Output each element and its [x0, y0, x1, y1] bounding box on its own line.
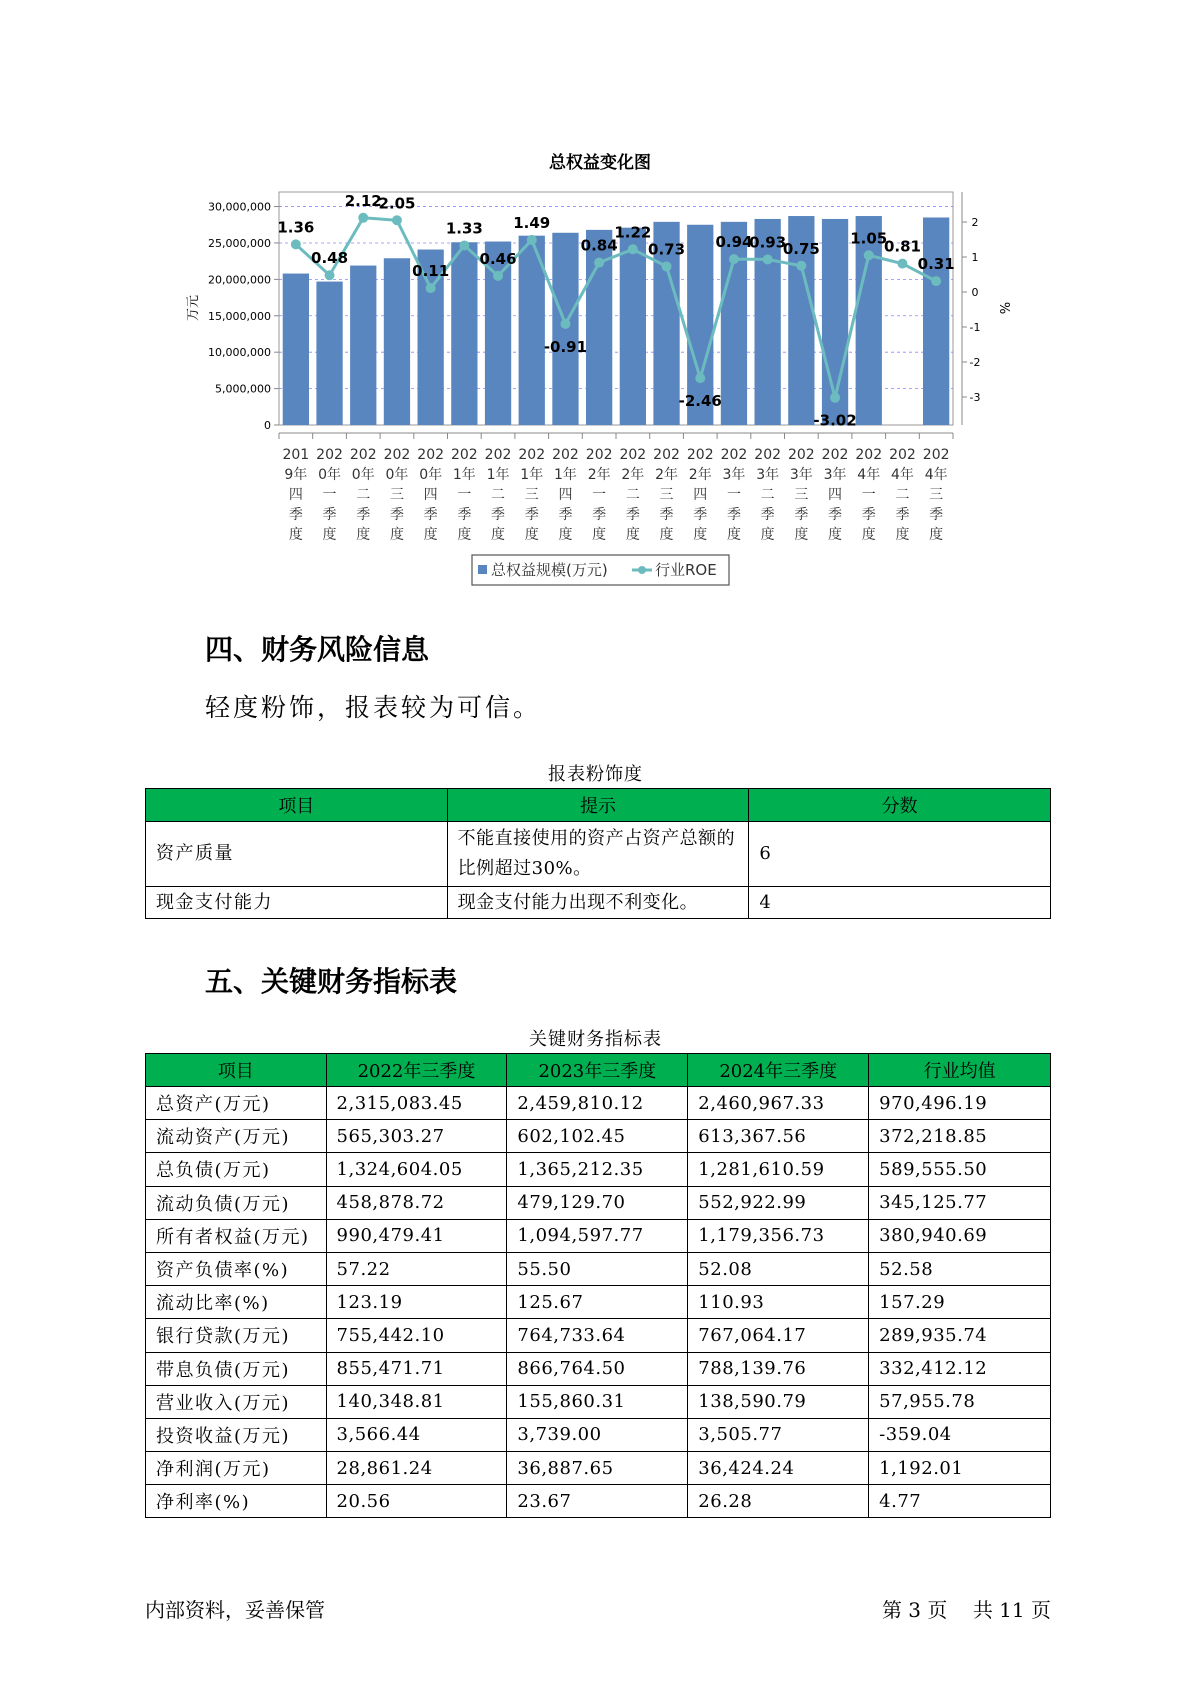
roe-point	[426, 283, 436, 293]
chart-title: 总权益变化图	[549, 153, 651, 173]
x-tick-label: 201 9年四季度	[282, 447, 310, 543]
risk-header-score: 分数	[749, 789, 1051, 822]
roe-point	[291, 239, 301, 249]
legend-bar-swatch	[478, 565, 487, 574]
roe-point	[594, 258, 604, 268]
roe-point	[358, 213, 368, 223]
roe-point	[325, 270, 335, 280]
roe-point	[695, 373, 705, 383]
roe-data-label: 0.84	[580, 236, 618, 255]
y-tick-label: 15,000,000	[208, 309, 271, 323]
x-tick-label: 202 3年四季度	[821, 447, 849, 543]
footer-page-number: 第 3 页 共 11 页	[881, 1598, 1051, 1622]
indicators-table-row	[146, 1219, 1051, 1252]
x-tick-label: 202 1年四季度	[552, 447, 579, 543]
risk-table-cell: 现金支付能力	[146, 887, 448, 919]
indicators-table-cell: 866,764.50	[507, 1352, 688, 1385]
indicators-table-cell: 755,442.10	[326, 1319, 507, 1352]
roe-point	[628, 244, 638, 254]
indicators-table-cell: 总负债(万元)	[146, 1153, 327, 1186]
indicators-table-cell: 净利率(%)	[146, 1485, 327, 1518]
indicators-table-cell: 767,064.17	[688, 1319, 869, 1352]
indicators-table-cell: 36,424.24	[688, 1452, 869, 1485]
risk-table-row	[146, 822, 1051, 887]
indicators-table-header-row	[146, 1054, 1051, 1087]
bar-equity	[552, 233, 578, 425]
bar-equity	[620, 228, 646, 425]
x-tick-label: 202 1年一季度	[450, 447, 478, 543]
indicators-table-cell: 138,590.79	[688, 1385, 869, 1418]
y-tick-label: 5,000,000	[215, 382, 271, 396]
indicators-table-cell: 157.29	[869, 1286, 1051, 1319]
indicators-table-cell: 流动比率(%)	[146, 1286, 327, 1319]
roe-data-label: 0.46	[479, 249, 517, 268]
roe-point	[796, 261, 806, 271]
indicators-table-cell: 20.56	[326, 1485, 507, 1518]
indicators-table-cell: 57,955.78	[869, 1385, 1051, 1418]
indicators-table-row	[146, 1385, 1051, 1418]
indicators-table-cell: 3,566.44	[326, 1418, 507, 1451]
risk-header-hint: 提示	[447, 789, 749, 822]
indicators-table-cell: 52.08	[688, 1252, 869, 1285]
indicators-table-cell: 140,348.81	[326, 1385, 507, 1418]
indicators-section-heading: 五、关键财务指标表	[205, 965, 458, 998]
x-tick-label: 202 3年一季度	[720, 447, 748, 543]
indicators-table-cell: 投资收益(万元)	[146, 1418, 327, 1451]
indicators-table-cell: 125.67	[507, 1286, 688, 1319]
indicators-header-2024q3: 2024年三季度	[688, 1054, 869, 1087]
indicators-table-cell: 28,861.24	[326, 1452, 507, 1485]
indicators-table-row	[146, 1153, 1051, 1186]
indicators-table-cell: 1,324,604.05	[326, 1153, 507, 1186]
roe-data-label: -0.91	[543, 337, 588, 356]
legend-bar-label: 总权益规模(万元)	[491, 561, 608, 579]
risk-section-heading: 四、财务风险信息	[205, 633, 430, 666]
indicators-table-cell: 所有者权益(万元)	[146, 1219, 327, 1252]
roe-data-label: 0.94	[715, 233, 753, 252]
indicators-table-row	[146, 1418, 1051, 1451]
indicators-table-cell: 613,367.56	[688, 1120, 869, 1153]
indicators-header-item: 项目	[146, 1054, 327, 1087]
indicators-table-cell: 银行贷款(万元)	[146, 1319, 327, 1352]
roe-point	[493, 271, 503, 281]
risk-table-header-row	[146, 789, 1051, 822]
equity-change-chart	[0, 0, 1191, 600]
roe-data-label: 0.93	[749, 233, 787, 252]
risk-table-cell: 不能直接使用的资产占资产总额的比例超过30%。	[447, 822, 749, 887]
indicators-table-cell: 2,459,810.12	[507, 1087, 688, 1120]
bar-equity	[923, 217, 949, 425]
risk-table-row	[146, 887, 1051, 919]
footer-confidential: 内部资料，妥善保管	[145, 1598, 325, 1622]
indicators-table-cell: 332,412.12	[869, 1352, 1051, 1385]
legend-line-label: 行业ROE	[655, 561, 717, 579]
roe-data-label: 0.73	[648, 240, 686, 259]
indicators-header-2023q3: 2023年三季度	[507, 1054, 688, 1087]
risk-table-cell: 资产质量	[146, 822, 448, 887]
roe-point	[527, 235, 537, 245]
bar-equity	[451, 242, 477, 425]
roe-point	[864, 250, 874, 260]
risk-table	[145, 788, 1051, 919]
indicators-table-cell: 2,315,083.45	[326, 1087, 507, 1120]
indicators-table-cell: 345,125.77	[869, 1186, 1051, 1219]
y2-tick-label: 1	[971, 251, 979, 264]
indicators-table-cell: 380,940.69	[869, 1219, 1051, 1252]
indicators-table-cell: 52.58	[869, 1252, 1051, 1285]
roe-data-label: 2.12	[344, 191, 382, 210]
bar-equity	[721, 222, 747, 425]
indicators-table-cell: 565,303.27	[326, 1120, 507, 1153]
indicators-table-cell: 净利润(万元)	[146, 1452, 327, 1485]
indicators-table-cell: 流动负债(万元)	[146, 1186, 327, 1219]
y-tick-label: 25,000,000	[208, 236, 271, 250]
roe-data-label: 0.11	[412, 262, 450, 281]
indicators-table-cell: 990,479.41	[326, 1219, 507, 1252]
indicators-table-cell: 57.22	[326, 1252, 507, 1285]
risk-table-cell: 现金支付能力出现不利变化。	[447, 887, 749, 919]
indicators-table-cell: 26.28	[688, 1485, 869, 1518]
indicators-table-cell: 372,218.85	[869, 1120, 1051, 1153]
indicators-table-row	[146, 1120, 1051, 1153]
risk-header-item: 项目	[146, 789, 448, 822]
x-tick-label: 202 2年一季度	[585, 447, 613, 543]
indicators-table-cell: 602,102.45	[507, 1120, 688, 1153]
indicators-table-cell: 764,733.64	[507, 1319, 688, 1352]
legend-line-marker	[638, 566, 646, 574]
indicators-table-row	[146, 1452, 1051, 1485]
x-tick-label: 202 4年二季度	[889, 447, 916, 543]
indicators-table-row	[146, 1286, 1051, 1319]
roe-point	[560, 319, 570, 329]
roe-data-label: 1.49	[513, 213, 551, 232]
y2-tick-label: -3	[969, 391, 981, 404]
risk-table-cell: 4	[749, 887, 1051, 919]
x-tick-label: 202 0年一季度	[316, 447, 343, 543]
indicators-table-cell: 1,281,610.59	[688, 1153, 869, 1186]
y2-tick-label: 0	[971, 286, 979, 299]
roe-data-label: 1.05	[850, 229, 888, 248]
roe-point	[392, 215, 402, 225]
roe-data-label: 0.48	[311, 249, 349, 268]
indicators-table-cell: 1,179,356.73	[688, 1219, 869, 1252]
y-tick-label: 0	[264, 419, 271, 432]
roe-data-label: 0.75	[782, 239, 820, 258]
roe-point	[662, 261, 672, 271]
x-tick-label: 202 4年三季度	[922, 447, 950, 543]
indicators-table-cell: 流动资产(万元)	[146, 1120, 327, 1153]
x-tick-label: 202 2年二季度	[619, 447, 647, 543]
indicators-header-2022q3: 2022年三季度	[326, 1054, 507, 1087]
indicators-table-cell: 123.19	[326, 1286, 507, 1319]
roe-data-label: 2.05	[378, 194, 416, 213]
indicators-table	[145, 1053, 1051, 1518]
indicators-table-caption: 关键财务指标表	[529, 1029, 662, 1050]
indicators-table-cell: 855,471.71	[326, 1352, 507, 1385]
indicators-table-cell: 3,505.77	[688, 1418, 869, 1451]
y-tick-label: 30,000,000	[208, 200, 271, 214]
indicators-table-cell: 带息负债(万元)	[146, 1352, 327, 1385]
roe-data-label: 1.22	[614, 223, 652, 242]
indicators-table-cell: 1,365,212.35	[507, 1153, 688, 1186]
indicators-table-row	[146, 1186, 1051, 1219]
roe-data-label: 1.33	[445, 219, 483, 238]
indicators-table-cell: 970,496.19	[869, 1087, 1051, 1120]
bar-equity	[384, 258, 410, 425]
x-tick-label: 202 0年三季度	[383, 447, 411, 543]
x-tick-label: 202 3年二季度	[754, 447, 782, 543]
indicators-table-row	[146, 1252, 1051, 1285]
indicators-table-cell: 289,935.74	[869, 1319, 1051, 1352]
roe-point	[897, 259, 907, 269]
x-tick-label: 202 0年二季度	[349, 447, 377, 543]
roe-point	[931, 276, 941, 286]
roe-data-label: -3.02	[813, 411, 857, 430]
x-tick-label: 202 1年二季度	[484, 447, 512, 543]
bar-equity	[316, 282, 342, 425]
x-tick-label: 202 0年四季度	[417, 447, 445, 543]
y-tick-label: 10,000,000	[208, 346, 271, 360]
bar-equity	[856, 216, 882, 425]
x-tick-label: 202 2年三季度	[653, 447, 680, 543]
indicators-table-cell: 3,739.00	[507, 1418, 688, 1451]
indicators-table-cell: 1,094,597.77	[507, 1219, 688, 1252]
roe-point	[830, 393, 840, 403]
indicators-table-cell: 36,887.65	[507, 1452, 688, 1485]
bar-equity	[350, 266, 376, 425]
x-tick-label: 202 3年三季度	[787, 447, 815, 543]
risk-table-cell: 6	[749, 822, 1051, 887]
roe-point	[459, 240, 469, 250]
indicators-table-row	[146, 1087, 1051, 1120]
indicators-table-cell: 552,922.99	[688, 1186, 869, 1219]
bar-equity	[283, 274, 309, 425]
y2-tick-label: -1	[969, 321, 981, 334]
indicators-table-cell: -359.04	[869, 1418, 1051, 1451]
indicators-table-cell: 788,139.76	[688, 1352, 869, 1385]
indicators-header-industry-avg: 行业均值	[869, 1054, 1051, 1087]
y-axis-label: 万元	[186, 294, 201, 322]
indicators-table-cell: 479,129.70	[507, 1186, 688, 1219]
roe-point	[763, 254, 773, 264]
y2-tick-label: -2	[969, 356, 981, 369]
indicators-table-row	[146, 1319, 1051, 1352]
y2-axis-label: %	[996, 301, 1011, 315]
roe-data-label: -2.46	[678, 392, 722, 411]
roe-data-label: 1.36	[277, 218, 315, 237]
indicators-table-cell: 458,878.72	[326, 1186, 507, 1219]
indicators-table-cell: 2,460,967.33	[688, 1087, 869, 1120]
roe-data-label: 0.81	[883, 237, 921, 256]
indicators-table-cell: 55.50	[507, 1252, 688, 1285]
indicators-table-cell: 1,192.01	[869, 1452, 1051, 1485]
indicators-table-row	[146, 1485, 1051, 1518]
indicators-table-cell: 营业收入(万元)	[146, 1385, 327, 1418]
indicators-table-cell: 4.77	[869, 1485, 1051, 1518]
indicators-table-cell: 资产负债率(%)	[146, 1252, 327, 1285]
x-tick-label: 202 1年三季度	[518, 447, 546, 543]
risk-table-caption: 报表粉饰度	[548, 764, 643, 785]
y2-tick-label: 2	[971, 216, 979, 229]
y-tick-label: 20,000,000	[208, 273, 271, 287]
indicators-table-cell: 589,555.50	[869, 1153, 1051, 1186]
indicators-table-cell: 23.67	[507, 1485, 688, 1518]
x-tick-label: 202 2年四季度	[686, 447, 714, 543]
roe-point	[729, 254, 739, 264]
indicators-table-cell: 110.93	[688, 1286, 869, 1319]
risk-summary: 轻度粉饰，报表较为可信。	[205, 693, 542, 722]
indicators-table-cell: 155,860.31	[507, 1385, 688, 1418]
x-tick-label: 202 4年一季度	[855, 447, 883, 543]
indicators-table-row	[146, 1352, 1051, 1385]
indicators-table-cell: 总资产(万元)	[146, 1087, 327, 1120]
roe-data-label: 0.31	[917, 255, 955, 274]
